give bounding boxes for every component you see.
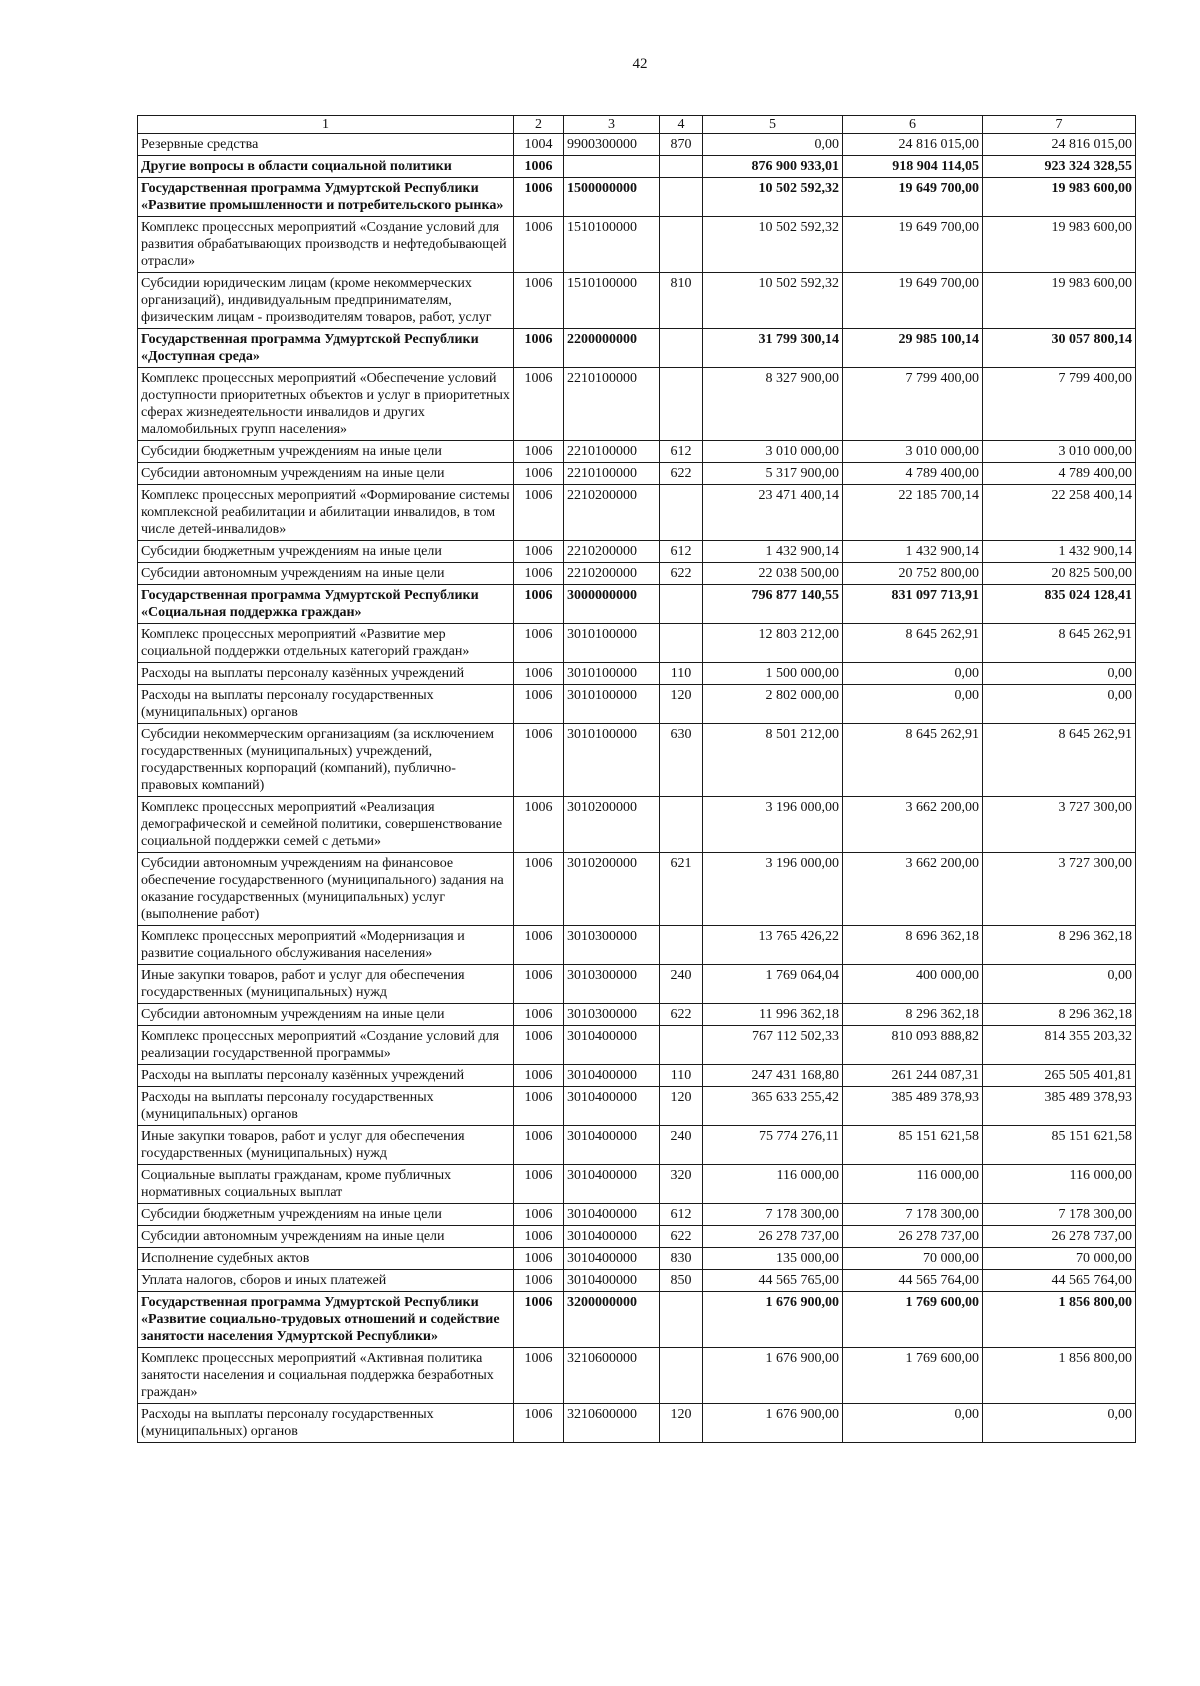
table-row [138,965,1136,1004]
row-amount-col6: 8 645 262,91 [843,724,983,797]
row-section-code: 1006 [514,1248,564,1270]
row-amount-col5: 876 900 933,01 [703,156,843,178]
header-col-7: 7 [983,116,1136,134]
row-expense-type-code: 622 [660,1004,703,1026]
row-section-code: 1006 [514,724,564,797]
row-target-code: 3210600000 [564,1348,660,1404]
row-name: Государственная программа Удмуртской Республики «Развитие социально-трудовых отношений и содействие занятости населения Удмуртской Республики» [138,1292,514,1348]
table-row [138,724,1136,797]
row-amount-col5: 3 196 000,00 [703,797,843,853]
row-amount-col7: 19 983 600,00 [983,273,1136,329]
row-amount-col6: 0,00 [843,1404,983,1443]
table-row [138,134,1136,156]
row-expense-type-code [660,1348,703,1404]
table-row [138,1404,1136,1443]
row-section-code: 1006 [514,1087,564,1126]
table-row [138,541,1136,563]
row-target-code: 3010300000 [564,1004,660,1026]
row-section-code: 1006 [514,853,564,926]
row-name: Субсидии юридическим лицам (кроме некоммерческих организаций), индивидуальным предпринимателям, физическим лицам - производителям товаров, работ, услуг [138,273,514,329]
row-amount-col5: 10 502 592,32 [703,273,843,329]
row-expense-type-code: 830 [660,1248,703,1270]
row-amount-col7: 8 645 262,91 [983,624,1136,663]
row-name: Расходы на выплаты персоналу государственных (муниципальных) органов [138,1087,514,1126]
table-body [138,134,1136,1443]
row-amount-col6: 44 565 764,00 [843,1270,983,1292]
row-amount-col7: 30 057 800,14 [983,329,1136,368]
row-target-code: 2210200000 [564,485,660,541]
header-row [138,116,1136,134]
row-expense-type-code [660,368,703,441]
row-section-code: 1006 [514,1126,564,1165]
row-amount-col7: 0,00 [983,663,1136,685]
row-amount-col6: 8 645 262,91 [843,624,983,663]
row-amount-col7: 8 296 362,18 [983,1004,1136,1026]
row-expense-type-code: 622 [660,563,703,585]
row-name: Субсидии автономным учреждениям на иные цели [138,1004,514,1026]
row-expense-type-code [660,797,703,853]
row-target-code: 3010400000 [564,1087,660,1126]
header-col-6: 6 [843,116,983,134]
row-section-code: 1006 [514,1270,564,1292]
row-name: Комплекс процессных мероприятий «Реализация демографической и семейной политики, совершенствование социальной поддержки семей с детьми» [138,797,514,853]
row-section-code: 1006 [514,1292,564,1348]
page-number: 42 [632,56,648,72]
row-name: Расходы на выплаты персоналу государственных (муниципальных) органов [138,685,514,724]
row-target-code: 3200000000 [564,1292,660,1348]
row-amount-col5: 12 803 212,00 [703,624,843,663]
row-amount-col6: 7 178 300,00 [843,1204,983,1226]
row-expense-type-code: 240 [660,965,703,1004]
row-name: Комплекс процессных мероприятий «Формирование системы комплексной реабилитации и абилитации инвалидов, в том числе детей-инвалидов» [138,485,514,541]
row-target-code: 3010200000 [564,797,660,853]
row-target-code: 1510100000 [564,217,660,273]
row-amount-col5: 23 471 400,14 [703,485,843,541]
row-name: Комплекс процессных мероприятий «Модернизация и развитие социального обслуживания населения» [138,926,514,965]
table-row [138,1226,1136,1248]
row-amount-col7: 3 010 000,00 [983,441,1136,463]
row-section-code: 1006 [514,178,564,217]
budget-table [137,115,1136,1443]
table-row [138,217,1136,273]
row-expense-type-code: 120 [660,1404,703,1443]
row-expense-type-code: 612 [660,1204,703,1226]
row-target-code: 3010400000 [564,1026,660,1065]
row-section-code: 1006 [514,329,564,368]
row-amount-col5: 3 196 000,00 [703,853,843,926]
row-amount-col5: 365 633 255,42 [703,1087,843,1126]
table-row [138,853,1136,926]
row-name: Расходы на выплаты персоналу казённых учреждений [138,1065,514,1087]
table-row [138,585,1136,624]
row-expense-type-code: 870 [660,134,703,156]
row-amount-col5: 11 996 362,18 [703,1004,843,1026]
row-section-code: 1006 [514,563,564,585]
row-target-code: 3010200000 [564,853,660,926]
row-amount-col7: 923 324 328,55 [983,156,1136,178]
row-section-code: 1006 [514,926,564,965]
header-col-3: 3 [564,116,660,134]
row-amount-col5: 5 317 900,00 [703,463,843,485]
row-target-code: 3010400000 [564,1270,660,1292]
row-section-code: 1006 [514,1404,564,1443]
row-amount-col7: 385 489 378,93 [983,1087,1136,1126]
row-section-code: 1006 [514,1204,564,1226]
row-section-code: 1006 [514,1165,564,1204]
row-target-code: 3010400000 [564,1126,660,1165]
table-row [138,663,1136,685]
row-amount-col6: 29 985 100,14 [843,329,983,368]
row-name: Уплата налогов, сборов и иных платежей [138,1270,514,1292]
row-amount-col7: 3 727 300,00 [983,853,1136,926]
row-name: Расходы на выплаты персоналу государственных (муниципальных) органов [138,1404,514,1443]
row-amount-col7: 116 000,00 [983,1165,1136,1204]
row-amount-col6: 385 489 378,93 [843,1087,983,1126]
row-name: Расходы на выплаты персоналу казённых учреждений [138,663,514,685]
row-section-code: 1006 [514,797,564,853]
row-amount-col7: 85 151 621,58 [983,1126,1136,1165]
row-section-code: 1006 [514,156,564,178]
table-row [138,1292,1136,1348]
row-amount-col7: 0,00 [983,965,1136,1004]
table-row [138,685,1136,724]
row-amount-col7: 835 024 128,41 [983,585,1136,624]
row-expense-type-code: 320 [660,1165,703,1204]
row-amount-col6: 8 696 362,18 [843,926,983,965]
row-amount-col7: 20 825 500,00 [983,563,1136,585]
row-amount-col7: 7 178 300,00 [983,1204,1136,1226]
row-amount-col5: 10 502 592,32 [703,178,843,217]
row-expense-type-code [660,585,703,624]
row-name: Иные закупки товаров, работ и услуг для обеспечения государственных (муниципальных) нужд [138,1126,514,1165]
row-name: Исполнение судебных актов [138,1248,514,1270]
row-amount-col6: 19 649 700,00 [843,178,983,217]
row-section-code: 1006 [514,368,564,441]
row-amount-col7: 8 645 262,91 [983,724,1136,797]
row-expense-type-code: 810 [660,273,703,329]
row-amount-col7: 0,00 [983,1404,1136,1443]
row-expense-type-code [660,1292,703,1348]
row-amount-col6: 22 185 700,14 [843,485,983,541]
row-amount-col6: 261 244 087,31 [843,1065,983,1087]
row-name: Комплекс процессных мероприятий «Активная политика занятости населения и социальная поддержка безработных граждан» [138,1348,514,1404]
row-section-code: 1006 [514,1004,564,1026]
row-section-code: 1006 [514,217,564,273]
row-amount-col5: 1 500 000,00 [703,663,843,685]
row-section-code: 1006 [514,965,564,1004]
row-expense-type-code [660,485,703,541]
row-amount-col5: 1 676 900,00 [703,1292,843,1348]
row-name: Государственная программа Удмуртской Республики «Развитие промышленности и потребительского рынка» [138,178,514,217]
row-amount-col5: 31 799 300,14 [703,329,843,368]
row-section-code: 1006 [514,585,564,624]
row-amount-col5: 22 038 500,00 [703,563,843,585]
row-expense-type-code [660,178,703,217]
row-target-code: 2210100000 [564,368,660,441]
row-amount-col7: 26 278 737,00 [983,1226,1136,1248]
row-target-code: 3010400000 [564,1065,660,1087]
row-target-code: 2210200000 [564,541,660,563]
row-expense-type-code: 622 [660,1226,703,1248]
table-row [138,1348,1136,1404]
row-name: Комплекс процессных мероприятий «Развитие мер социальной поддержки отдельных категорий граждан» [138,624,514,663]
row-section-code: 1006 [514,685,564,724]
row-section-code: 1006 [514,624,564,663]
row-name: Субсидии автономным учреждениям на иные цели [138,1226,514,1248]
row-target-code: 3010300000 [564,965,660,1004]
row-expense-type-code [660,1026,703,1065]
row-amount-col5: 8 327 900,00 [703,368,843,441]
row-amount-col6: 1 769 600,00 [843,1292,983,1348]
row-amount-col7: 44 565 764,00 [983,1270,1136,1292]
table-row [138,156,1136,178]
row-target-code: 3010100000 [564,624,660,663]
row-amount-col5: 26 278 737,00 [703,1226,843,1248]
row-target-code: 3010400000 [564,1226,660,1248]
row-target-code: 3010400000 [564,1204,660,1226]
row-amount-col6: 1 769 600,00 [843,1348,983,1404]
row-amount-col7: 70 000,00 [983,1248,1136,1270]
row-expense-type-code: 110 [660,663,703,685]
row-section-code: 1006 [514,1026,564,1065]
table-row [138,178,1136,217]
row-amount-col6: 3 010 000,00 [843,441,983,463]
row-amount-col6: 20 752 800,00 [843,563,983,585]
row-expense-type-code: 622 [660,463,703,485]
row-amount-col5: 44 565 765,00 [703,1270,843,1292]
row-amount-col5: 7 178 300,00 [703,1204,843,1226]
row-expense-type-code: 120 [660,685,703,724]
row-expense-type-code [660,217,703,273]
row-expense-type-code: 850 [660,1270,703,1292]
row-amount-col6: 831 097 713,91 [843,585,983,624]
row-target-code: 2210200000 [564,563,660,585]
row-amount-col6: 19 649 700,00 [843,273,983,329]
row-amount-col5: 10 502 592,32 [703,217,843,273]
header-col-4: 4 [660,116,703,134]
row-amount-col7: 814 355 203,32 [983,1026,1136,1065]
header-col-2: 2 [514,116,564,134]
row-amount-col7: 1 432 900,14 [983,541,1136,563]
row-section-code: 1006 [514,1226,564,1248]
table-row [138,563,1136,585]
row-amount-col7: 1 856 800,00 [983,1292,1136,1348]
row-section-code: 1006 [514,663,564,685]
row-amount-col5: 75 774 276,11 [703,1126,843,1165]
row-amount-col7: 19 983 600,00 [983,178,1136,217]
row-amount-col7: 22 258 400,14 [983,485,1136,541]
row-target-code: 3010400000 [564,1248,660,1270]
row-amount-col6: 24 816 015,00 [843,134,983,156]
row-amount-col6: 26 278 737,00 [843,1226,983,1248]
row-expense-type-code: 630 [660,724,703,797]
row-expense-type-code [660,156,703,178]
row-amount-col5: 796 877 140,55 [703,585,843,624]
row-expense-type-code: 621 [660,853,703,926]
row-target-code: 3010100000 [564,685,660,724]
table-row [138,368,1136,441]
row-amount-col7: 8 296 362,18 [983,926,1136,965]
row-expense-type-code: 240 [660,1126,703,1165]
row-name: Комплекс процессных мероприятий «Создание условий для реализации государственной программы» [138,1026,514,1065]
table-row [138,1126,1136,1165]
table-row [138,1204,1136,1226]
row-target-code: 3010100000 [564,663,660,685]
row-amount-col7: 24 816 015,00 [983,134,1136,156]
row-amount-col7: 4 789 400,00 [983,463,1136,485]
header-col-5: 5 [703,116,843,134]
row-amount-col7: 265 505 401,81 [983,1065,1136,1087]
row-section-code: 1006 [514,1348,564,1404]
row-amount-col5: 0,00 [703,134,843,156]
row-name: Субсидии автономным учреждениям на иные цели [138,563,514,585]
row-target-code: 3000000000 [564,585,660,624]
row-amount-col6: 0,00 [843,663,983,685]
row-amount-col6: 3 662 200,00 [843,797,983,853]
row-amount-col5: 1 676 900,00 [703,1404,843,1443]
row-amount-col7: 3 727 300,00 [983,797,1136,853]
row-amount-col6: 3 662 200,00 [843,853,983,926]
table-row [138,485,1136,541]
row-amount-col6: 116 000,00 [843,1165,983,1204]
header-col-1: 1 [138,116,514,134]
row-amount-col6: 85 151 621,58 [843,1126,983,1165]
row-name: Субсидии автономным учреждениям на финансовое обеспечение государственного (муниципального) задания на оказание государственных (муниципальных) услуг (выполнение работ) [138,853,514,926]
table-row [138,1065,1136,1087]
row-target-code: 3010100000 [564,724,660,797]
row-target-code: 9900300000 [564,134,660,156]
row-target-code: 3010300000 [564,926,660,965]
table-row [138,1248,1136,1270]
row-amount-col7: 7 799 400,00 [983,368,1136,441]
row-target-code: 1510100000 [564,273,660,329]
row-expense-type-code: 612 [660,541,703,563]
row-name: Комплекс процессных мероприятий «Создание условий для развития обрабатывающих производств и нефтедобывающей отрасли» [138,217,514,273]
row-target-code: 3010400000 [564,1165,660,1204]
row-target-code: 2200000000 [564,329,660,368]
row-amount-col6: 4 789 400,00 [843,463,983,485]
row-amount-col7: 1 856 800,00 [983,1348,1136,1404]
row-expense-type-code [660,926,703,965]
table-row [138,273,1136,329]
row-section-code: 1006 [514,541,564,563]
row-amount-col7: 0,00 [983,685,1136,724]
row-amount-col7: 19 983 600,00 [983,217,1136,273]
row-amount-col5: 1 432 900,14 [703,541,843,563]
row-amount-col5: 2 802 000,00 [703,685,843,724]
row-name: Государственная программа Удмуртской Республики «Доступная среда» [138,329,514,368]
row-name: Комплекс процессных мероприятий «Обеспечение условий доступности приоритетных объектов и услуг в приоритетных сферах жизнедеятельности инвалидов и других маломобильных групп населения» [138,368,514,441]
row-expense-type-code [660,624,703,663]
row-amount-col5: 135 000,00 [703,1248,843,1270]
row-amount-col6: 400 000,00 [843,965,983,1004]
row-amount-col5: 116 000,00 [703,1165,843,1204]
row-section-code: 1006 [514,485,564,541]
row-expense-type-code: 612 [660,441,703,463]
row-name: Государственная программа Удмуртской Республики «Социальная поддержка граждан» [138,585,514,624]
row-section-code: 1006 [514,441,564,463]
row-section-code: 1006 [514,273,564,329]
table-row [138,441,1136,463]
row-section-code: 1006 [514,1065,564,1087]
row-amount-col5: 1 676 900,00 [703,1348,843,1404]
table-row [138,797,1136,853]
table-row [138,1165,1136,1204]
row-target-code: 1500000000 [564,178,660,217]
row-name: Субсидии бюджетным учреждениям на иные цели [138,541,514,563]
row-target-code: 2210100000 [564,441,660,463]
table-row [138,329,1136,368]
row-section-code: 1004 [514,134,564,156]
row-name: Субсидии некоммерческим организациям (за исключением государственных (муниципальных) учреждений, государственных корпораций (компаний), публично-правовых компаний) [138,724,514,797]
row-amount-col6: 19 649 700,00 [843,217,983,273]
row-amount-col6: 8 296 362,18 [843,1004,983,1026]
row-name: Социальные выплаты гражданам, кроме публичных нормативных социальных выплат [138,1165,514,1204]
row-target-code: 3210600000 [564,1404,660,1443]
row-amount-col5: 13 765 426,22 [703,926,843,965]
row-name: Субсидии бюджетным учреждениям на иные цели [138,1204,514,1226]
row-target-code [564,156,660,178]
row-expense-type-code: 120 [660,1087,703,1126]
row-amount-col5: 8 501 212,00 [703,724,843,797]
row-amount-col5: 767 112 502,33 [703,1026,843,1065]
row-name: Резервные средства [138,134,514,156]
row-amount-col5: 1 769 064,04 [703,965,843,1004]
row-name: Субсидии автономным учреждениям на иные цели [138,463,514,485]
row-target-code: 2210100000 [564,463,660,485]
row-amount-col6: 918 904 114,05 [843,156,983,178]
row-name: Субсидии бюджетным учреждениям на иные цели [138,441,514,463]
row-expense-type-code: 110 [660,1065,703,1087]
row-amount-col6: 0,00 [843,685,983,724]
row-amount-col6: 7 799 400,00 [843,368,983,441]
row-amount-col6: 70 000,00 [843,1248,983,1270]
table-row [138,1270,1136,1292]
row-name: Другие вопросы в области социальной политики [138,156,514,178]
table-row [138,1004,1136,1026]
row-amount-col5: 3 010 000,00 [703,441,843,463]
row-section-code: 1006 [514,463,564,485]
row-expense-type-code [660,329,703,368]
table-row [138,463,1136,485]
row-amount-col6: 810 093 888,82 [843,1026,983,1065]
table-row [138,624,1136,663]
row-name: Иные закупки товаров, работ и услуг для обеспечения государственных (муниципальных) нужд [138,965,514,1004]
table-row [138,926,1136,965]
table-row [138,1026,1136,1065]
row-amount-col5: 247 431 168,80 [703,1065,843,1087]
table-row [138,1087,1136,1126]
row-amount-col6: 1 432 900,14 [843,541,983,563]
